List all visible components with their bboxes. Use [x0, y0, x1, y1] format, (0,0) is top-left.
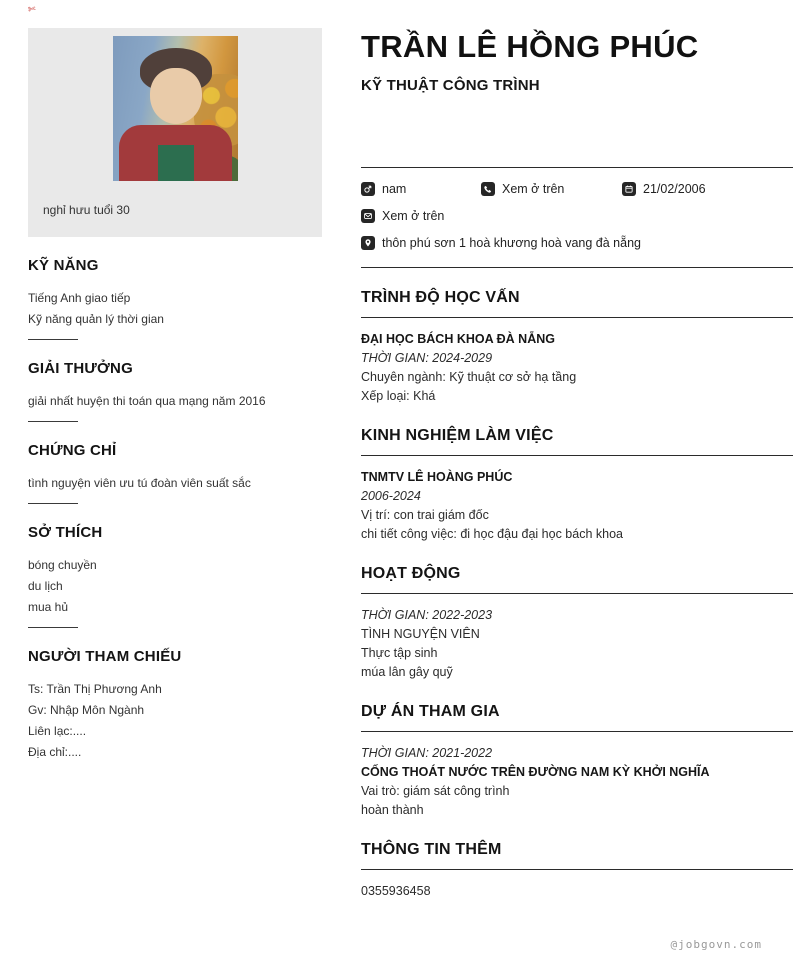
list-item: Kỹ năng quản lý thời gian: [28, 312, 164, 326]
entry-time: THỜI GIAN: 2024-2029: [361, 351, 493, 365]
entry-org: TNMTV LÊ HOÀNG PHÚC: [361, 470, 513, 484]
sidebar-section-awards: [28, 360, 322, 422]
contact-address: [361, 236, 641, 250]
contact-gender-value: nam: [382, 181, 407, 196]
entry-org: CỐNG THOÁT NƯỚC TRÊN ĐƯỜNG NAM KỲ KHỞI NGHĨA: [361, 765, 710, 779]
cv-job-title: KỸ THUẬT CÔNG TRÌNH: [361, 77, 540, 94]
cv-name: TRẦN LÊ HỒNG PHÚC: [361, 29, 699, 64]
section-title: NGƯỜI THAM CHIẾU: [28, 648, 182, 665]
section-title: KỸ NĂNG: [28, 257, 99, 274]
section-title: SỞ THÍCH: [28, 524, 103, 541]
contact-row: [361, 229, 793, 256]
section-divider: [28, 503, 78, 504]
photo-face: [150, 68, 202, 124]
contact-email: [361, 209, 444, 223]
section-additional-info: [361, 840, 793, 901]
calendar-icon: [622, 182, 636, 196]
list-item: Địa chỉ:....: [28, 745, 82, 759]
contact-phone: [481, 182, 622, 196]
contact-row: [361, 175, 793, 202]
sidebar-section-hobbies: [28, 524, 322, 628]
section-title: KINH NGHIỆM LÀM VIỆC: [361, 426, 793, 456]
section-title: GIẢI THƯỞNG: [28, 360, 133, 377]
entry-detail: chi tiết công việc: đi học đậu đại học bách khoa: [361, 527, 623, 541]
entry-detail: 0355936458: [361, 884, 431, 898]
sidebar-section-certificates: [28, 442, 322, 504]
entry-detail: Thực tập sinh: [361, 646, 438, 660]
phone-icon: [481, 182, 495, 196]
entry-detail: TÌNH NGUYỆN VIÊN: [361, 627, 480, 641]
watermark: @jobgovn.com: [670, 938, 762, 951]
location-pin-icon: [361, 236, 375, 250]
section-title: TRÌNH ĐỘ HỌC VẤN: [361, 288, 793, 318]
gender-icon: [361, 182, 375, 196]
entry-detail: Vị trí: con trai giám đốc: [361, 508, 489, 522]
entry-detail: múa lân gây quỹ: [361, 665, 453, 679]
section-title: THÔNG TIN THÊM: [361, 840, 793, 870]
entry-detail: Chuyên ngành: Kỹ thuật cơ sở hạ tầng: [361, 370, 577, 384]
section-experience: [361, 426, 793, 544]
sidebar-section-skills: [28, 257, 322, 340]
list-item: tình nguyện viên ưu tú đoàn viên suất sắc: [28, 476, 251, 490]
contact-email-value: Xem ở trên: [382, 208, 445, 223]
contact-phone-value: Xem ở trên: [502, 181, 565, 196]
photo-card: [28, 28, 322, 237]
sidebar-section-references: [28, 648, 322, 763]
contact-birthday-value: 21/02/2006: [643, 181, 706, 196]
list-item: Gv: Nhập Môn Ngành: [28, 703, 145, 717]
section-divider: [28, 627, 78, 628]
profile-photo: [113, 36, 238, 181]
list-item: Ts: Trần Thị Phương Anh: [28, 682, 162, 696]
entry-detail: Xếp loại: Khá: [361, 389, 436, 403]
main-content: [361, 28, 793, 901]
entry-org: ĐẠI HỌC BÁCH KHOA ĐÀ NẴNG: [361, 332, 555, 346]
list-item: mua hủ: [28, 600, 69, 614]
contact-birthday: [622, 182, 793, 196]
contact-block: [361, 167, 793, 268]
list-item: du lịch: [28, 579, 63, 593]
contact-gender: [361, 182, 481, 196]
section-title: DỰ ÁN THAM GIA: [361, 702, 793, 732]
sidebar: [28, 28, 322, 901]
section-title: CHỨNG CHỈ: [28, 442, 117, 459]
corner-scribble: ✄: [27, 3, 37, 15]
list-item: giải nhất huyện thi toán qua mạng năm 2016: [28, 394, 266, 408]
entry-time: THỜI GIAN: 2021-2022: [361, 746, 493, 760]
photo-green-shirt: [158, 145, 194, 181]
list-item: bóng chuyền: [28, 558, 97, 572]
section-education: [361, 288, 793, 406]
entry-detail: Vai trò: giám sát công trình: [361, 784, 510, 798]
contact-address-value: thôn phú sơn 1 hoà khương hoà vang đà nẵng: [382, 235, 641, 250]
entry-time: 2006-2024: [361, 489, 421, 503]
list-item: Tiếng Anh giao tiếp: [28, 291, 131, 305]
section-activities: [361, 564, 793, 682]
contact-row: [361, 202, 793, 229]
list-item: Liên lạc:....: [28, 724, 87, 738]
section-projects: [361, 702, 793, 820]
photo-caption: nghỉ hưu tuổi 30: [43, 203, 130, 217]
section-title: HOẠT ĐỘNG: [361, 564, 793, 594]
section-divider: [28, 421, 78, 422]
entry-detail: hoàn thành: [361, 803, 424, 817]
mail-icon: [361, 209, 375, 223]
entry-time: THỜI GIAN: 2022-2023: [361, 608, 493, 622]
section-divider: [28, 339, 78, 340]
